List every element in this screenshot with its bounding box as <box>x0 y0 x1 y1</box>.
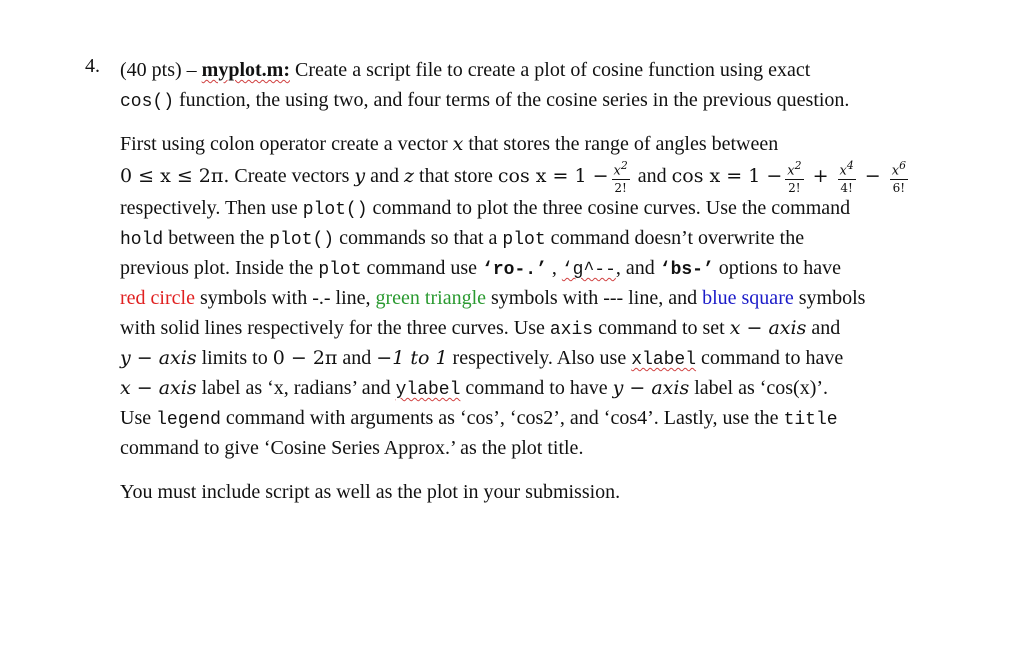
question-body <box>120 55 980 507</box>
fraction-x2-2: $\frac{x^2}{2!}$ <box>613 158 628 196</box>
range-math: 0 ≤ x ≤ 2π. <box>120 165 230 187</box>
paragraph-line-6: red circle symbols with -.- line, green triangle symbols with --- line, and blue square symbols <box>120 287 866 309</box>
paragraph-line-5: previous plot. Inside the plot command use ‘ro-.’ , ‘g^--, and ‘bs-’ options to have <box>120 257 842 280</box>
code-cos: cos() <box>120 92 175 112</box>
code-axis: axis <box>549 320 594 340</box>
code-hold: hold <box>120 230 164 250</box>
red-circle-text: red circle <box>120 287 195 309</box>
code-ylabel: ylabel <box>395 380 461 400</box>
paragraph-line-4: hold between the plot() commands so that a plot command doesn’t overwrite the <box>120 227 805 250</box>
paragraph-line-11: command to give ‘Cosine Series Approx.’ as the plot title. <box>120 437 584 459</box>
code-plot: plot() <box>302 200 368 220</box>
paragraph-line-8: y − axis limits to 0 − 2π and −1 to 1 respectively. Also use xlabel command to have <box>120 347 844 370</box>
cos-equation-1: cos x = 1 − <box>497 165 609 187</box>
paragraph-line-9: x − axis label as ‘x, radians’ and ylabel command to have y − axis label as ‘cos(x)’. <box>120 377 829 400</box>
code-title: title <box>783 410 838 430</box>
fraction-x6-6: $\frac{x^6}{6!}$ <box>891 158 906 196</box>
code-xlabel: xlabel <box>631 350 697 370</box>
paragraph-line-2: 0 ≤ x ≤ 2π. Create vectors y and z that store cos x = 1 − $\frac{x^2}{2!}$ and cos x = 1 − $\frac{x^2}{2!}$ + $\frac{x^4}{4!}$ − $\frac{x^6}{6!}$ <box>120 158 906 196</box>
question-line-2: cos() function, the using two, and four terms of the cosine series in the previous question. <box>120 89 850 112</box>
option-red: ‘ro-.’ <box>482 260 547 280</box>
submission-note: You must include script as well as the plot in your submission. <box>120 481 621 503</box>
green-triangle-text: green triangle <box>375 287 486 309</box>
paragraph-line-1: First using colon operator create a vector x that stores the range of angles between <box>120 133 779 155</box>
fraction-x2-2b: $\frac{x^2}{2!}$ <box>787 158 802 196</box>
blue-square-text: blue square <box>702 287 794 309</box>
question-number: 4. <box>85 55 100 77</box>
paragraph-line-7: with solid lines respectively for the three curves. Use axis command to set x − axis and <box>120 317 841 340</box>
filename: myplot.m: <box>201 59 290 81</box>
option-blue: ‘bs-’ <box>659 260 714 280</box>
code-legend: legend <box>156 410 221 430</box>
paragraph-line-3: respectively. Then use plot() command to plot the three cosine curves. Use the command <box>120 197 851 220</box>
cos-equation-2: cos x = 1 − <box>671 165 783 187</box>
fraction-x4-4: $\frac{x^4}{4!}$ <box>839 158 854 196</box>
question-line-1: (40 pts) – myplot.m: Create a script file to create a plot of cosine function using exact <box>120 59 811 81</box>
option-green: ‘g^-- <box>561 260 616 280</box>
paragraph-line-10: Use legend command with arguments as ‘cos’, ‘cos2’, and ‘cos4’. Lastly, use the title <box>120 407 838 430</box>
